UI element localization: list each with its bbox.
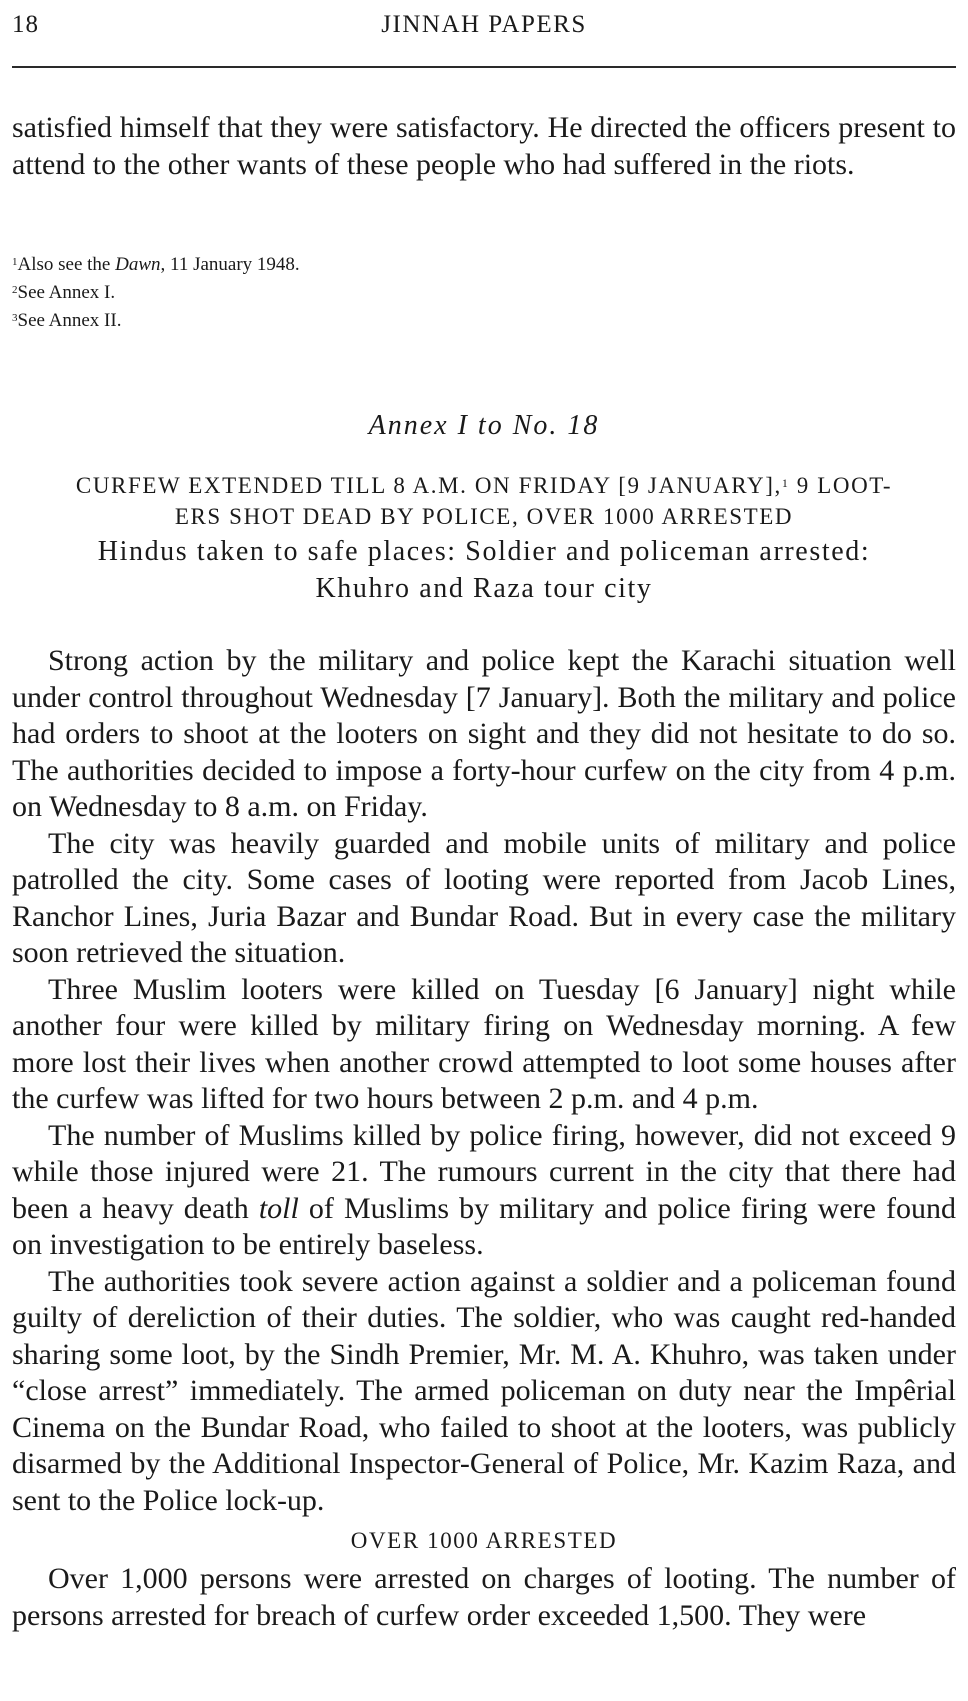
article-paragraph <box>12 1118 956 1264</box>
paragraph-text: of Muslims by military and police firing were found on investigation to be entirely baseless. <box>12 1191 957 1261</box>
article-paragraph: Over 1,000 persons were arrested on charges of looting. The number of persons arrested for breach of curfew order exceeded 1,500. They were <box>12 1562 956 1632</box>
book-title: JINNAH PAPERS <box>381 11 587 38</box>
headline-text: 9 LOOT- <box>789 473 893 498</box>
paragraph-text: The number of Muslims killed by police firing, however, did not exceed 9 while those injured were 21. The rumours current in the city that there had been a heavy death <box>12 1118 956 1225</box>
footnote-text: Also see the <box>17 254 116 275</box>
headline-line-2: ERS SHOT DEAD BY POLICE, OVER 1000 ARRESTED <box>174 504 794 529</box>
footnote-marker: 3 <box>12 312 18 324</box>
subheadline-line-2: Khuhro and Raza tour city <box>315 573 653 604</box>
article-body <box>12 643 956 1634</box>
footnote-3 <box>12 307 300 335</box>
footnotes <box>12 251 300 335</box>
running-head <box>12 0 956 52</box>
article-paragraph: Three Muslim looters were killed on Tuesday [6 January] night while another four were killed by military firing on Wednesday morning. A few more lost their lives when another crowd attempted to loot some houses after the curfew was lifted for two hours between 2 p.m. and 4 p.m. <box>12 972 956 1115</box>
footnote-text: See Annex I. <box>17 282 116 303</box>
annex-title: Annex I to No. 18 <box>368 410 600 441</box>
footnote-1 <box>12 251 300 279</box>
carry-over-paragraph: satisfied himself that they were satisfactory. He directed the officers present to attend to the other wants of these people who had suffered in the riots. <box>12 111 956 181</box>
article-paragraph: Strong action by the military and police kept the Karachi situation well under control throughout Wednesday [7 January]. Both the military and police had orders to shoot at the looters on sight and they did not hesitate to do so. The authorities decided to impose a forty-hour curfew on the city from 4 p.m. on Wednesday to 8 a.m. on Friday. <box>12 644 956 823</box>
footnote-text: , 11 January 1948. <box>160 254 300 275</box>
page-number: 18 <box>12 11 39 38</box>
annex-subheadline <box>12 533 956 607</box>
footnote-marker: 1 <box>12 256 18 268</box>
header-rule <box>12 66 956 68</box>
document-page <box>12 0 957 1632</box>
footnote-2 <box>12 279 300 307</box>
article-paragraph: The authorities took severe action against a soldier and a policeman found guilty of dereliction of their duties. The soldier, who was caught red-handed sharing some loot, by the Sindh Premier, Mr. M. A. Khuhro, was taken under “close arrest” immediately. The armed policeman on duty near the Impêrial Cinema on the Bundar Road, who failed to shoot at the looters, was publicly disarmed by the Additional Inspector-General of Police, Mr. Kazim Raza, and sent to the Police lock-up. <box>12 1264 956 1517</box>
section-heading: OVER 1000 ARRESTED <box>350 1528 618 1553</box>
footnote-text: See Annex II. <box>17 310 122 331</box>
paragraph-italic-word: toll <box>258 1191 299 1225</box>
footnote-marker: 2 <box>12 284 18 296</box>
headline-footnote-marker: 1 <box>781 476 790 490</box>
article-paragraph: The city was heavily guarded and mobile units of military and police patrolled the city. Some cases of looting were reported from Jacob Lines, Ranchor Lines, Juria Bazar and Bundar Road. But in every case the military soon retrieved the situation. <box>12 826 956 969</box>
headline-line-1 <box>12 470 956 501</box>
annex-headline <box>12 470 956 532</box>
headline-text: CURFEW EXTENDED TILL 8 A.M. ON FRIDAY [9 JANUARY], <box>75 473 782 498</box>
footnote-italic-source: Dawn <box>115 254 161 275</box>
subheadline-line-1: Hindus taken to safe places: Soldier and policeman arrested: <box>97 536 871 567</box>
